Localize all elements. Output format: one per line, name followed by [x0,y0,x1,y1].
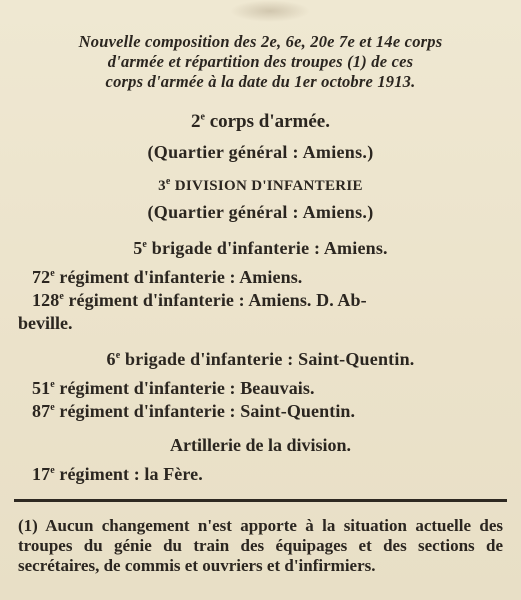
title-line-3: corps d'armée à la date du 1er octobre 1913. [105,72,416,91]
regiment-17: 17e régiment : la Fère. [32,464,203,484]
title-line-1: Nouvelle composition des 2e, 6e, 20e 7e et 14e corps [78,32,443,51]
paper-stain [230,0,310,22]
division-headquarters: (Quartier général : Amiens.) [147,202,374,222]
regiment-128: 128e régiment d'infanterie : Amiens. D. Ab- [32,290,367,310]
corps-headquarters: (Quartier général : Amiens.) [147,142,374,162]
corps-heading: 2e corps d'armée. [190,111,330,132]
regiment-128-continuation: beville. [18,313,73,333]
title-line-2: d'armée et répartition des troupes (1) de ces [107,52,414,71]
artillery-heading: Artillerie de la division. [170,435,351,455]
division-heading: 3e DIVISION D'INFANTERIE [158,176,363,194]
regiment-72: 72e régiment d'infanterie : Amiens. [32,267,303,287]
regiment-87: 87e régiment d'infanterie : Saint-Quentin. [32,401,356,421]
regiment-51: 51e régiment d'infanterie : Beauvais. [32,378,315,398]
section-divider [14,499,507,502]
brigade-5-heading: 5e brigade d'infanterie : Amiens. [133,238,388,258]
footnote: (1) Aucun changement n'est apporte à la situation actuelle des troupes du génie du train des équipages et des sections de secrétaires, de commis et ouvriers et d'infirmiers. [18,516,503,575]
brigade-6-heading: 6e brigade d'infanterie : Saint-Quentin. [106,349,415,369]
